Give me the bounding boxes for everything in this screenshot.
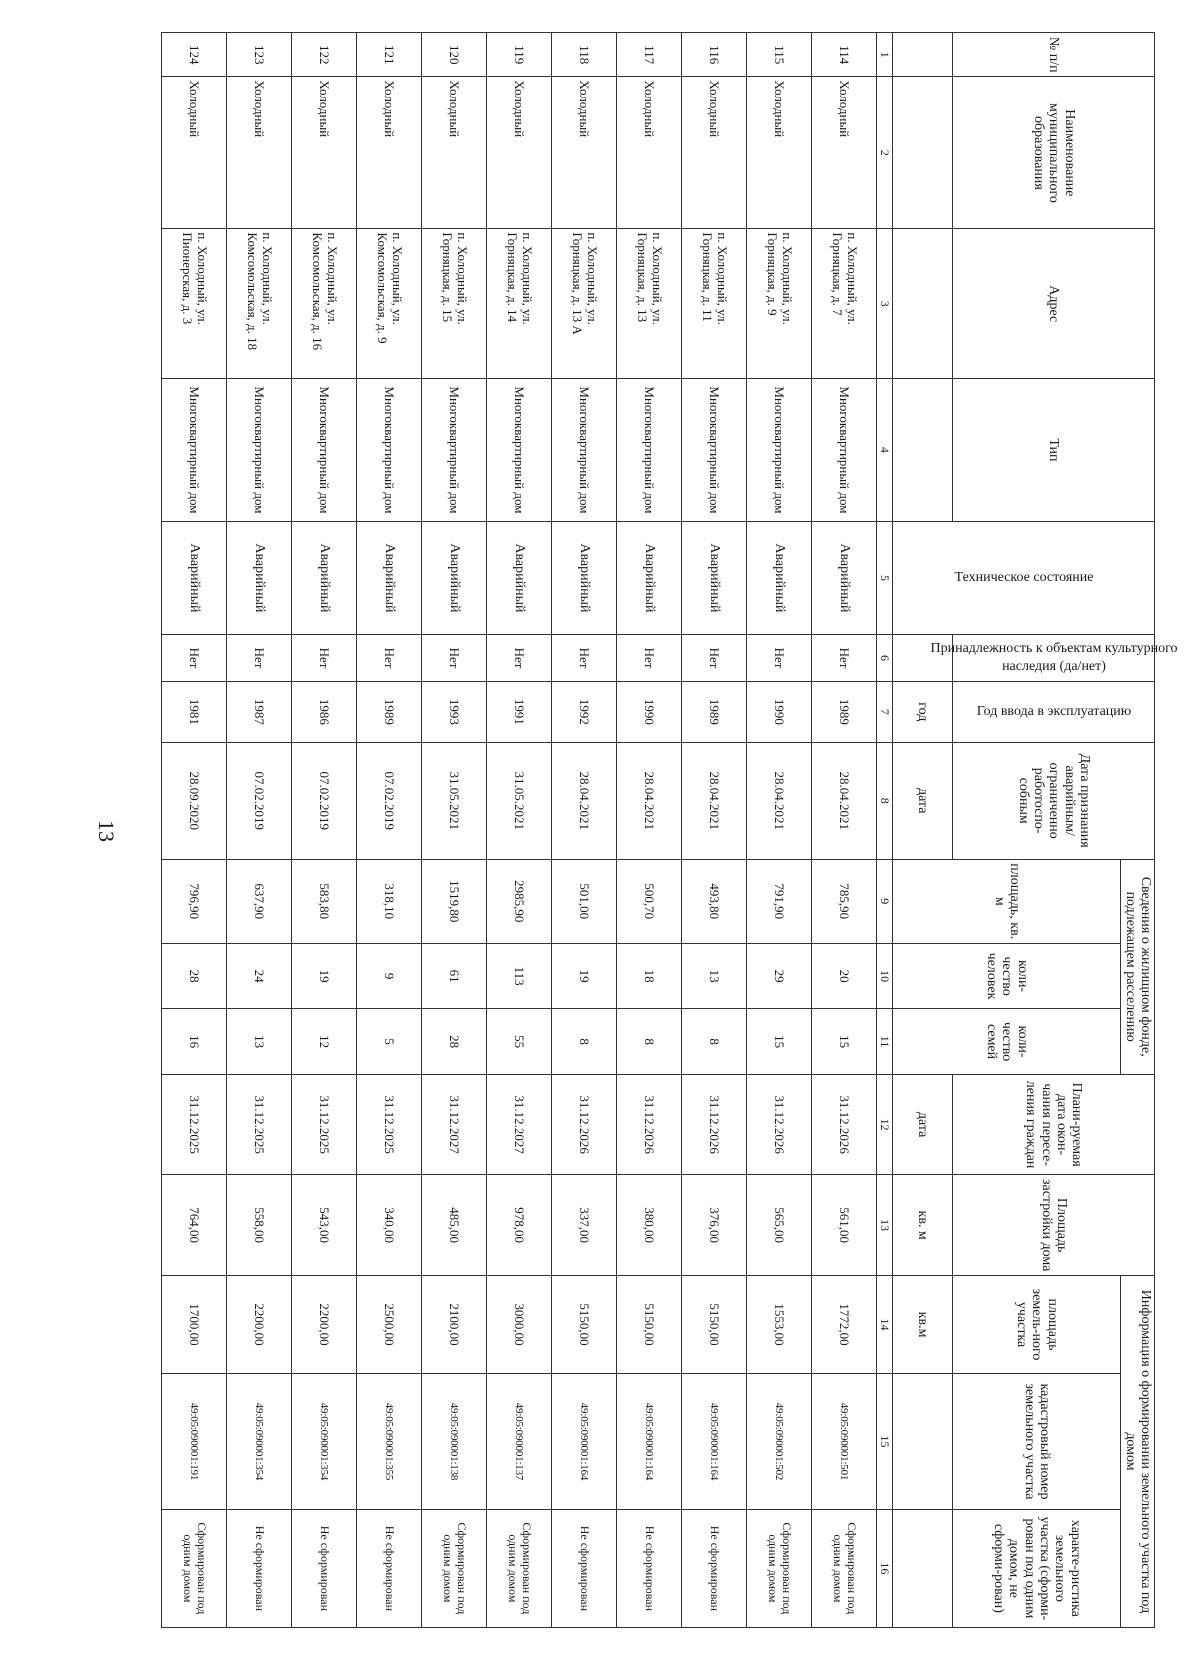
cell-type: Многоквартирный дом: [422, 379, 487, 522]
header-families: коли-чество семей: [893, 1009, 1121, 1075]
unit-resettlement-end: дата: [893, 1074, 953, 1175]
header-recognition-date: Дата признания аварийным/ ограниченно работоспо-собным: [953, 742, 1155, 859]
cell-type: Многоквартирный дом: [682, 379, 747, 522]
column-number: 7: [877, 681, 893, 742]
cell-recognition-date: 28.04.2021: [552, 742, 617, 859]
cell-year: 1989: [357, 681, 422, 742]
header-land-group: Информация о формировании земельного участка под домом: [1121, 1275, 1155, 1627]
cell-resettlement-end: 31.12.2025: [292, 1074, 357, 1175]
header-cultural-heritage-text: Принадлежность к объектам культурного наследия (да/нет): [930, 641, 1178, 675]
header-tech-state: [893, 521, 1155, 634]
cell-address: п. Холодный, ул. Горняцкая, д. 14: [487, 229, 552, 379]
cell-resettlement-end: 31.12.2026: [682, 1074, 747, 1175]
column-number: 12: [877, 1074, 893, 1175]
cell-cadastral: 49:05:090001:164: [617, 1374, 682, 1510]
cell-land-char: Не сформирован: [292, 1509, 357, 1627]
cell-families: 16: [162, 1009, 227, 1075]
table-row: [357, 33, 422, 1628]
cell-people: 20: [812, 943, 877, 1008]
cell-address: п. Холодный, ул. Комсомольская, д. 9: [357, 229, 422, 379]
table-row: [162, 33, 227, 1628]
cell-building-area: 485,00: [422, 1175, 487, 1276]
cell-tech-state: Аварийный: [747, 521, 812, 634]
rotated-sheet: [152, 32, 1178, 1628]
table-row: [552, 33, 617, 1628]
column-number: 9: [877, 859, 893, 943]
column-number: 15: [877, 1374, 893, 1510]
cell-land-char: Не сформирован: [617, 1509, 682, 1627]
cell-year: 1991: [487, 681, 552, 742]
cell-resettlement-end: 31.12.2026: [552, 1074, 617, 1175]
table-row: [747, 33, 812, 1628]
cell-heritage: Нет: [617, 635, 682, 682]
cell-heritage: Нет: [292, 635, 357, 682]
cell-building-area: 561,00: [812, 1175, 877, 1276]
cell-land-area: 5150,00: [617, 1275, 682, 1373]
header-resettlement-end: Плани-руемая дата окон-чания пересе-ления граждан: [953, 1074, 1155, 1175]
cell-people: 29: [747, 943, 812, 1008]
unit-num-empty: [893, 33, 953, 77]
header-cadastral: кадастровый номер земельного участка: [953, 1374, 1121, 1510]
cell-housing-area: 2985,90: [487, 859, 552, 943]
cell-recognition-date: 28.04.2021: [747, 742, 812, 859]
cell-year: 1990: [617, 681, 682, 742]
cell-tech-state: Аварийный: [227, 521, 292, 634]
cell-cadastral: 49:05:090001:502: [747, 1374, 812, 1510]
cell-municipality: Холодный: [812, 77, 877, 229]
cell-families: 15: [747, 1009, 812, 1075]
table-row: [227, 33, 292, 1628]
cell-cadastral: 49:05:090001:191: [162, 1374, 227, 1510]
header-people: коли-чество человек: [893, 943, 1121, 1008]
table-body: [162, 33, 877, 1628]
cell-cadastral: 49:05:090001:355: [357, 1374, 422, 1510]
cell-heritage: Нет: [682, 635, 747, 682]
cell-year: 1986: [292, 681, 357, 742]
cell-housing-area: 791,90: [747, 859, 812, 943]
cell-building-area: 543,00: [292, 1175, 357, 1276]
cell-heritage: Нет: [422, 635, 487, 682]
cell-families: 5: [357, 1009, 422, 1075]
column-number-row: [877, 33, 893, 1628]
cell-recognition-date: 07.02.2019: [227, 742, 292, 859]
cell-tech-state: Аварийный: [552, 521, 617, 634]
cell-year: 1993: [422, 681, 487, 742]
cell-year: 1987: [227, 681, 292, 742]
cell-land-char: Сформирован под одним домом: [487, 1509, 552, 1627]
cell-year: 1989: [682, 681, 747, 742]
cell-people: 19: [292, 943, 357, 1008]
column-number: 5: [877, 521, 893, 634]
cell-type: Многоквартирный дом: [552, 379, 617, 522]
cell-num: 116: [682, 33, 747, 77]
cell-num: 123: [227, 33, 292, 77]
cell-tech-state: Аварийный: [357, 521, 422, 634]
cell-cadastral: 49:05:090001:501: [812, 1374, 877, 1510]
cell-heritage: Нет: [357, 635, 422, 682]
cell-people: 61: [422, 943, 487, 1008]
cell-cadastral: 49:05:090001:164: [552, 1374, 617, 1510]
cell-people: 9: [357, 943, 422, 1008]
cell-people: 24: [227, 943, 292, 1008]
cell-families: 28: [422, 1009, 487, 1075]
cell-num: 114: [812, 33, 877, 77]
cell-land-area: 3000,00: [487, 1275, 552, 1373]
cell-housing-area: 501,00: [552, 859, 617, 943]
header-year-text: Год ввода в эксплуатацию: [976, 703, 1131, 719]
cell-housing-area: 637,90: [227, 859, 292, 943]
cell-municipality: Холодный: [747, 77, 812, 229]
unit-land-char-empty: [893, 1509, 953, 1627]
unit-address-empty: [893, 229, 953, 379]
cell-num: 118: [552, 33, 617, 77]
cell-families: 8: [682, 1009, 747, 1075]
cell-municipality: Холодный: [162, 77, 227, 229]
cell-type: Многоквартирный дом: [227, 379, 292, 522]
table-row: [682, 33, 747, 1628]
cell-land-area: 5150,00: [682, 1275, 747, 1373]
cell-recognition-date: 07.02.2019: [292, 742, 357, 859]
cell-land-area: 2200,00: [227, 1275, 292, 1373]
header-building-area: Площадь застройки дома: [953, 1175, 1155, 1276]
column-number: 8: [877, 742, 893, 859]
header-type: Тип: [953, 379, 1155, 522]
table-row: [617, 33, 682, 1628]
cell-num: 119: [487, 33, 552, 77]
cell-recognition-date: 28.09.2020: [162, 742, 227, 859]
cell-resettlement-end: 31.12.2027: [422, 1074, 487, 1175]
cell-municipality: Холодный: [617, 77, 682, 229]
cell-type: Многоквартирный дом: [812, 379, 877, 522]
cell-year: 1981: [162, 681, 227, 742]
cell-people: 18: [617, 943, 682, 1008]
cell-resettlement-end: 31.12.2026: [812, 1074, 877, 1175]
header-municipality: Наименование муниципального образования: [953, 77, 1155, 229]
cell-people: 13: [682, 943, 747, 1008]
cell-heritage: Нет: [227, 635, 292, 682]
cell-recognition-date: 28.04.2021: [682, 742, 747, 859]
cell-land-area: 2500,00: [357, 1275, 422, 1373]
unit-cadastral-empty: [893, 1374, 953, 1510]
table-row: [422, 33, 487, 1628]
unit-recognition-date: дата: [893, 742, 953, 859]
cell-address: п. Холодный, ул. Горняцкая, д. 13 А: [552, 229, 617, 379]
cell-num: 117: [617, 33, 682, 77]
cell-land-area: 1700,00: [162, 1275, 227, 1373]
column-number: 13: [877, 1175, 893, 1276]
cell-resettlement-end: 31.12.2025: [162, 1074, 227, 1175]
cell-cadastral: 49:05:090001:137: [487, 1374, 552, 1510]
cell-municipality: Холодный: [487, 77, 552, 229]
cell-cadastral: 49:05:090001:164: [682, 1374, 747, 1510]
cell-recognition-date: 31.05.2021: [487, 742, 552, 859]
cell-municipality: Холодный: [422, 77, 487, 229]
cell-type: Многоквартирный дом: [747, 379, 812, 522]
cell-land-char: Сформирован под одним домом: [812, 1509, 877, 1627]
cell-municipality: Холодный: [227, 77, 292, 229]
cell-address: п. Холодный, ул. Горняцкая, д. 9: [747, 229, 812, 379]
column-number: 10: [877, 943, 893, 1008]
cell-resettlement-end: 31.12.2026: [617, 1074, 682, 1175]
cell-land-char: Не сформирован: [357, 1509, 422, 1627]
column-number: 2: [877, 77, 893, 229]
cell-building-area: 376,00: [682, 1175, 747, 1276]
cell-families: 12: [292, 1009, 357, 1075]
header-num: № п/п: [953, 33, 1155, 77]
cell-heritage: Нет: [747, 635, 812, 682]
cell-municipality: Холодный: [292, 77, 357, 229]
header-year: [953, 681, 1155, 742]
cell-tech-state: Аварийный: [617, 521, 682, 634]
cell-municipality: Холодный: [357, 77, 422, 229]
housing-table: [161, 32, 1178, 1628]
cell-type: Многоквартирный дом: [357, 379, 422, 522]
cell-families: 8: [552, 1009, 617, 1075]
cell-housing-area: 785,90: [812, 859, 877, 943]
table-container: [152, 32, 1178, 1628]
cell-housing-area: 583,80: [292, 859, 357, 943]
cell-address: п. Холодный, ул. Горняцкая, д. 7: [812, 229, 877, 379]
cell-people: 19: [552, 943, 617, 1008]
column-number: 6: [877, 635, 893, 682]
cell-tech-state: Аварийный: [487, 521, 552, 634]
page-number: 13: [94, 820, 119, 842]
cell-municipality: Холодный: [682, 77, 747, 229]
header-housing-area: площадь, кв. м: [893, 859, 1121, 943]
cell-recognition-date: 28.04.2021: [617, 742, 682, 859]
cell-housing-area: 318,10: [357, 859, 422, 943]
cell-building-area: 565,00: [747, 1175, 812, 1276]
cell-type: Многоквартирный дом: [292, 379, 357, 522]
cell-families: 55: [487, 1009, 552, 1075]
cell-people: 28: [162, 943, 227, 1008]
header-land-char: характе-ристика земельного участка (сформи-рован под одним домом, не сформи-рован): [953, 1509, 1121, 1627]
cell-people: 113: [487, 943, 552, 1008]
cell-resettlement-end: 31.12.2025: [227, 1074, 292, 1175]
unit-land-area: кв.м: [893, 1275, 953, 1373]
cell-land-area: 2100,00: [422, 1275, 487, 1373]
header-row-units: [893, 33, 953, 1628]
cell-families: 8: [617, 1009, 682, 1075]
cell-land-char: Не сформирован: [227, 1509, 292, 1627]
cell-year: 1992: [552, 681, 617, 742]
cell-housing-area: 1519,80: [422, 859, 487, 943]
cell-families: 15: [812, 1009, 877, 1075]
cell-num: 124: [162, 33, 227, 77]
cell-land-area: 1772,00: [812, 1275, 877, 1373]
column-number: 3: [877, 229, 893, 379]
cell-year: 1990: [747, 681, 812, 742]
cell-housing-area: 500,70: [617, 859, 682, 943]
cell-housing-area: 493,80: [682, 859, 747, 943]
cell-address: п. Холодный, ул. Горняцкая, д. 13: [617, 229, 682, 379]
cell-land-char: Сформирован под одним домом: [747, 1509, 812, 1627]
cell-building-area: 337,00: [552, 1175, 617, 1276]
cell-cadastral: 49:05:090001:354: [227, 1374, 292, 1510]
cell-municipality: Холодный: [552, 77, 617, 229]
unit-building-area: кв. м: [893, 1175, 953, 1276]
cell-resettlement-end: 31.12.2026: [747, 1074, 812, 1175]
table-row: [812, 33, 877, 1628]
cell-land-char: Сформирован под одним домом: [422, 1509, 487, 1627]
cell-tech-state: Аварийный: [292, 521, 357, 634]
unit-year: год: [893, 681, 953, 742]
cell-num: 122: [292, 33, 357, 77]
cell-land-area: 5150,00: [552, 1275, 617, 1373]
cell-address: п. Холодный, ул. Комсомольская, д. 16: [292, 229, 357, 379]
cell-type: Многоквартирный дом: [162, 379, 227, 522]
cell-type: Многоквартирный дом: [617, 379, 682, 522]
unit-type-empty: [893, 379, 953, 522]
cell-recognition-date: 31.05.2021: [422, 742, 487, 859]
cell-tech-state: Аварийный: [422, 521, 487, 634]
cell-land-area: 1553,00: [747, 1275, 812, 1373]
cell-address: п. Холодный, ул. Горняцкая, д. 11: [682, 229, 747, 379]
cell-tech-state: Аварийный: [682, 521, 747, 634]
header-row-1: [1121, 33, 1155, 1628]
cell-housing-area: 796,90: [162, 859, 227, 943]
unit-municipality-empty: [893, 77, 953, 229]
cell-num: 121: [357, 33, 422, 77]
column-number: 16: [877, 1509, 893, 1627]
cell-num: 120: [422, 33, 487, 77]
header-address: Адрес: [953, 229, 1155, 379]
cell-heritage: Нет: [552, 635, 617, 682]
cell-recognition-date: 28.04.2021: [812, 742, 877, 859]
cell-land-area: 2200,00: [292, 1275, 357, 1373]
header-land-area: площадь земель-ного участка: [953, 1275, 1121, 1373]
column-number: 4: [877, 379, 893, 522]
cell-type: Многоквартирный дом: [487, 379, 552, 522]
cell-tech-state: Аварийный: [812, 521, 877, 634]
cell-building-area: 558,00: [227, 1175, 292, 1276]
header-housing-group: Сведения о жилищном фонде, подлежащем расселению: [1121, 859, 1155, 1074]
cell-heritage: Нет: [162, 635, 227, 682]
table-row: [487, 33, 552, 1628]
column-number: 1: [877, 33, 893, 77]
cell-families: 13: [227, 1009, 292, 1075]
cell-num: 115: [747, 33, 812, 77]
cell-land-char: Не сформирован: [682, 1509, 747, 1627]
cell-resettlement-end: 31.12.2025: [357, 1074, 422, 1175]
cell-building-area: 340,00: [357, 1175, 422, 1276]
cell-land-char: Не сформирован: [552, 1509, 617, 1627]
cell-year: 1989: [812, 681, 877, 742]
cell-recognition-date: 07.02.2019: [357, 742, 422, 859]
cell-heritage: Нет: [812, 635, 877, 682]
cell-building-area: 380,00: [617, 1175, 682, 1276]
header-cultural-heritage: [930, 635, 1178, 682]
cell-building-area: 764,00: [162, 1175, 227, 1276]
cell-heritage: Нет: [487, 635, 552, 682]
cell-cadastral: 49:05:090001:354: [292, 1374, 357, 1510]
table-row: [292, 33, 357, 1628]
cell-address: п. Холодный, ул. Комсомольская, д. 18: [227, 229, 292, 379]
cell-cadastral: 49:05:090001:138: [422, 1374, 487, 1510]
cell-building-area: 978,00: [487, 1175, 552, 1276]
column-number: 14: [877, 1275, 893, 1373]
column-number: 11: [877, 1009, 893, 1075]
cell-land-char: Сформирован под одним домом: [162, 1509, 227, 1627]
cell-resettlement-end: 31.12.2027: [487, 1074, 552, 1175]
header-tech-state-text: Техническое состояние: [954, 569, 1094, 585]
cell-address: п. Холодный, ул. Пионерская, д. 3: [162, 229, 227, 379]
cell-address: п. Холодный, ул. Горняцкая, д. 15: [422, 229, 487, 379]
cell-tech-state: Аварийный: [162, 521, 227, 634]
